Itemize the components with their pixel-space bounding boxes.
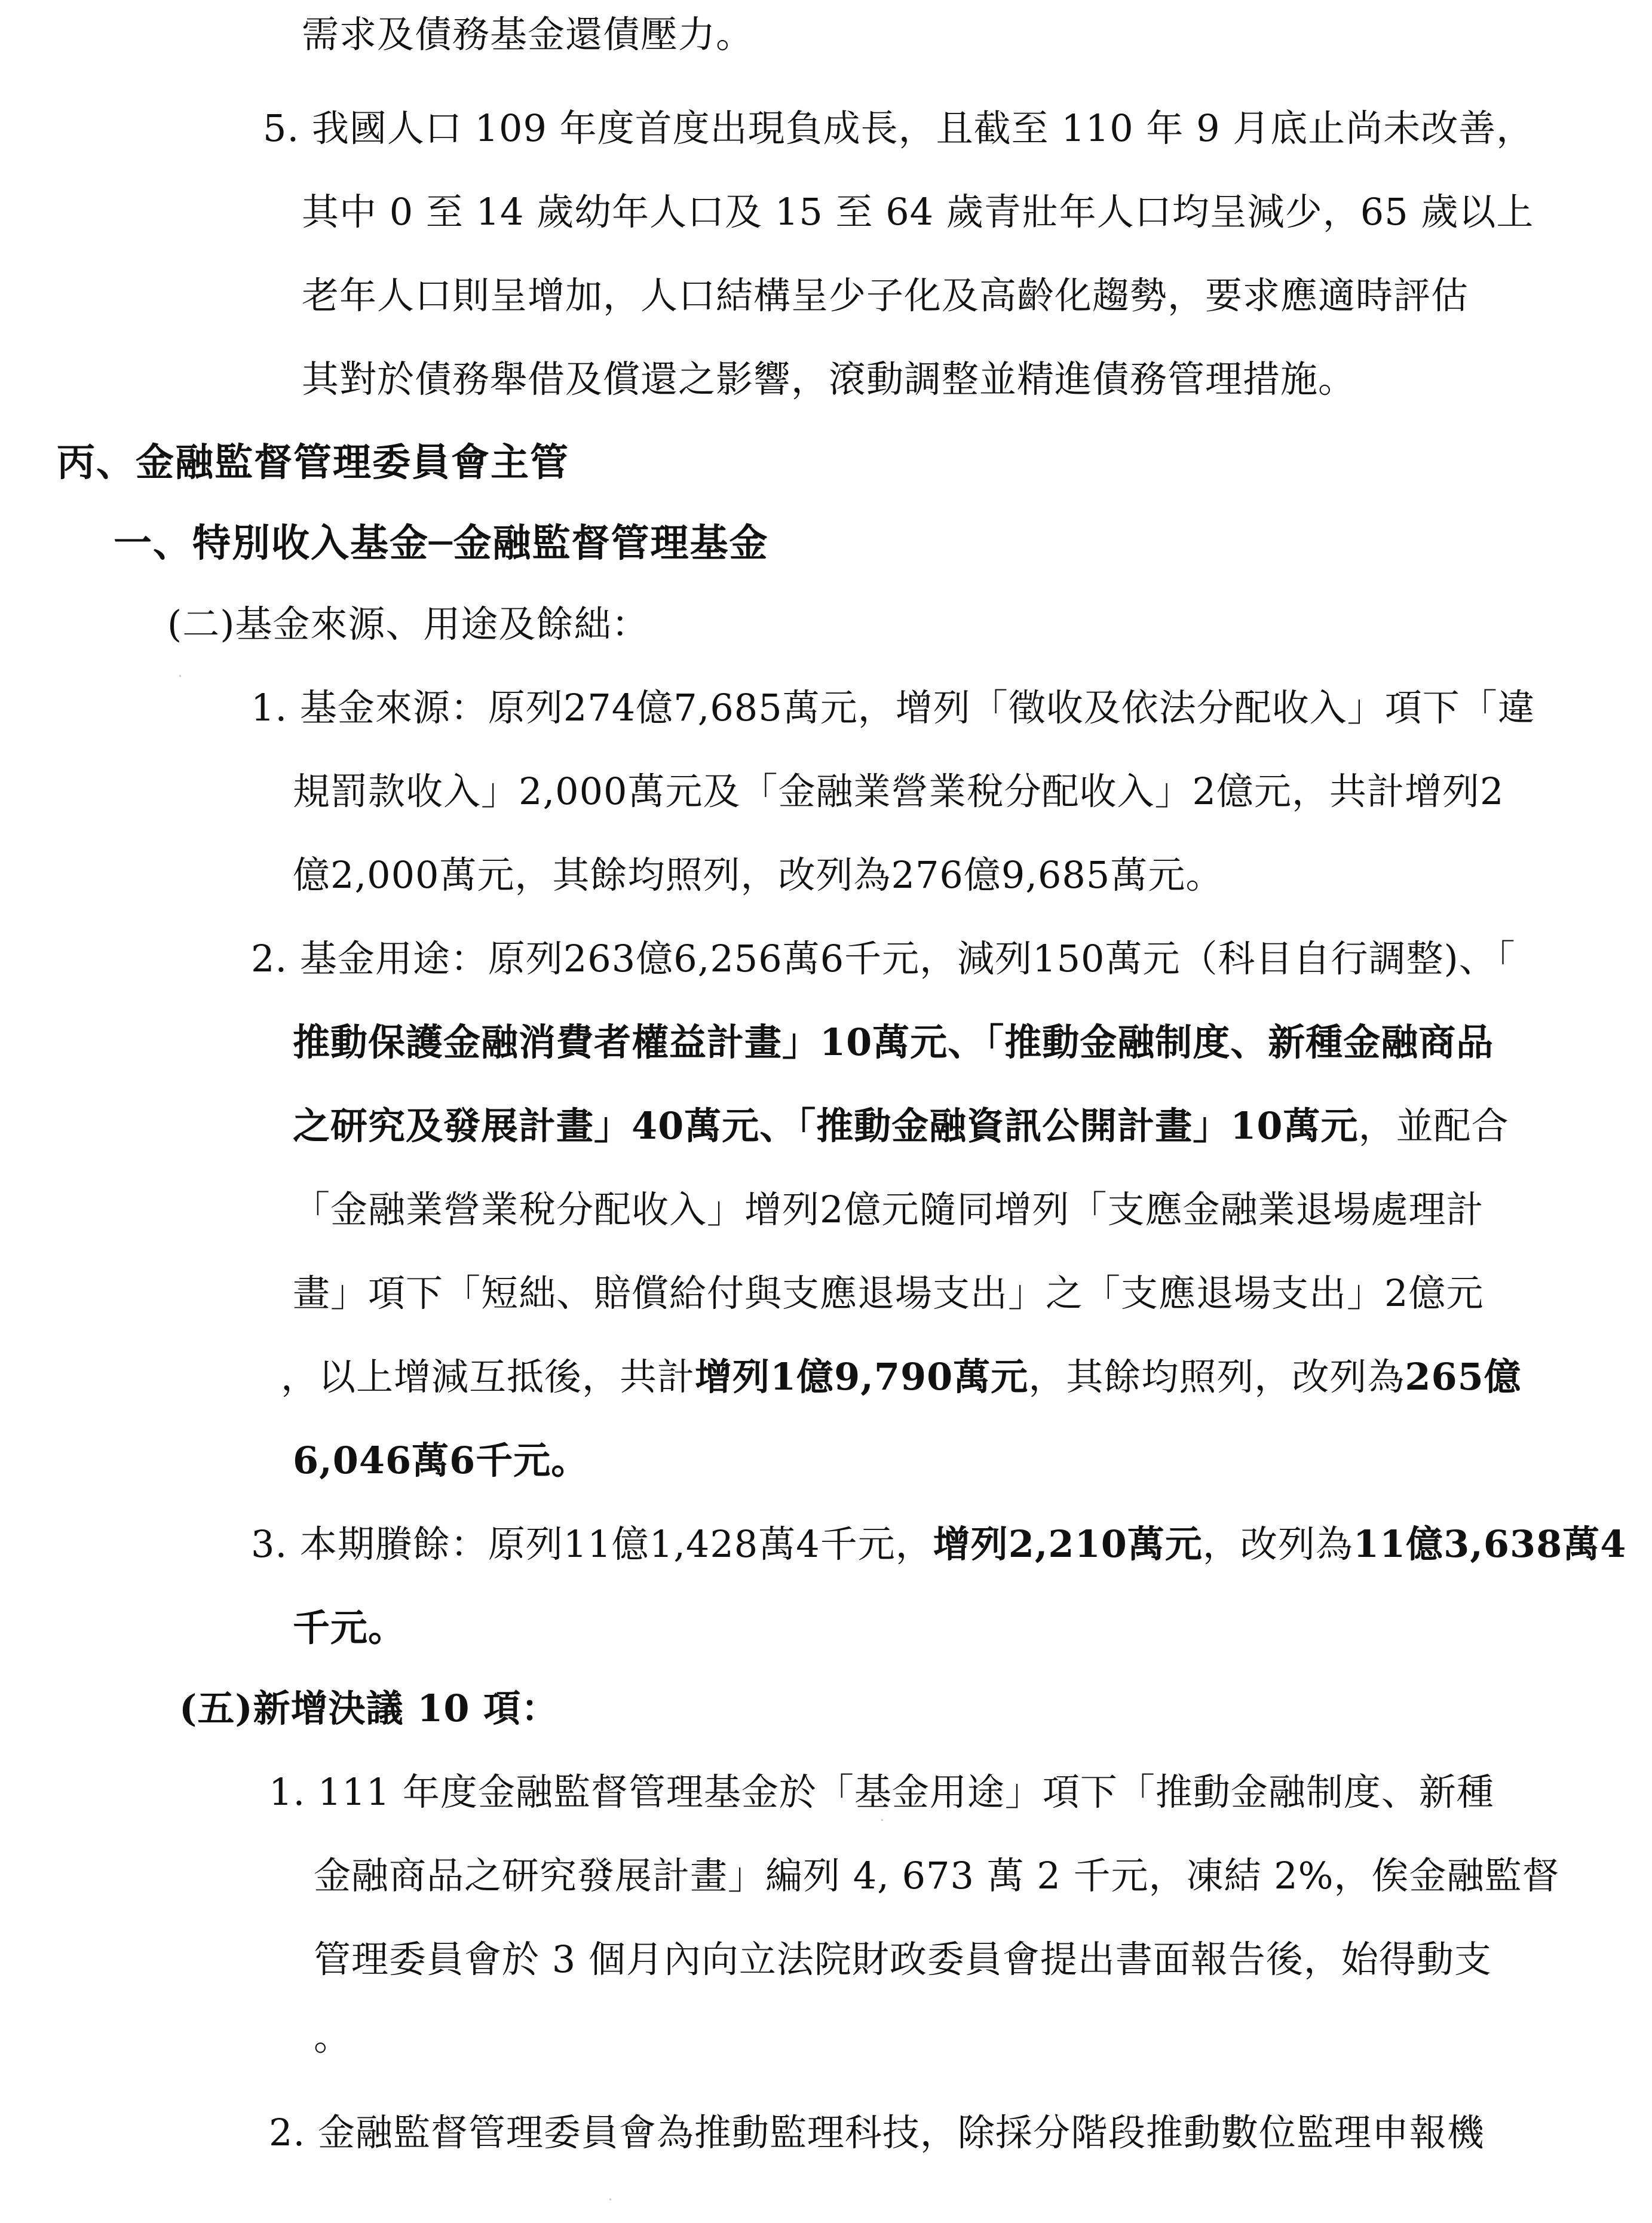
surplus-line-2: 千元。 <box>293 1606 406 1649</box>
resolution-1-line-4: 。 <box>314 2015 352 2059</box>
resolution-2-line-1: 2. 金融監督管理委員會為推動監理科技，除採分階段推動數位監理申報機 <box>269 2111 1485 2154</box>
fund-heading: 一、特別收入基金─金融監督管理基金 <box>114 521 769 566</box>
source-line-1: 1. 基金來源：原列274億7,685萬元，增列「徵收及依法分配收入」項下「違 <box>251 686 1535 729</box>
surplus-line-1-part-a: 3. 本期賸餘：原列11億1,428萬4千元， <box>251 1522 933 1566</box>
scan-speck <box>881 1819 883 1821</box>
item-5-line-3: 老年人口則呈增加，人口結構呈少子化及高齡化趨勢，要求應適時評估 <box>302 274 1469 317</box>
use-line-6-part-a: ，以上增減互抵後，共計 <box>281 1355 695 1399</box>
item-5-line-2: 其中 0 至 14 歲幼年人口及 15 至 64 歲青壯年人口均呈減少，65 歲以上 <box>302 190 1534 234</box>
item-5-line-1: 5. 我國人口 109 年度首度出現負成長，且截至 110 年 9 月底止尚未改善， <box>263 106 1534 150</box>
use-line-2: 推動保護金融消費者權益計畫」10萬元、「推動金融制度、新種金融商品 <box>293 1020 1494 1064</box>
surplus-line-1-part-c: ，改列為 <box>1202 1522 1353 1566</box>
section-heading-bing: 丙、金融監督管理委員會主管 <box>57 440 569 485</box>
subheading-new-resolutions: (五)新增決議 10 項： <box>179 1687 559 1730</box>
surplus-line-1 <box>251 1520 1626 1568</box>
use-line-1: 2. 基金用途：原列263億6,256萬6千元，減列150萬元（科目自行調整)、「 <box>251 937 1516 980</box>
item-5-line-4: 其對於債務舉借及償還之影響，滾動調整並精進債務管理措施。 <box>302 357 1356 401</box>
use-line-7: 6,046萬6千元。 <box>293 1439 589 1482</box>
source-line-3: 億2,000萬元，其餘均照列，改列為276億9,685萬元。 <box>293 853 1224 897</box>
surplus-increase: 增列2,210萬元 <box>933 1522 1203 1566</box>
surplus-total: 11億3,638萬4 <box>1353 1522 1627 1566</box>
use-line-6 <box>281 1353 1522 1401</box>
scan-speck <box>179 675 181 677</box>
resolution-1-line-3: 管理委員會於 3 個月內向立法院財政委員會提出書面報告後，始得動支 <box>314 1937 1492 1981</box>
scan-speck <box>609 2199 611 2200</box>
subheading-sources-uses: (二)基金來源、用途及餘絀： <box>167 602 649 646</box>
use-line-6-increase: 增列1億9,790萬元 <box>695 1355 1029 1399</box>
use-line-6-part-c: ，其餘均照列，改列為 <box>1028 1355 1405 1399</box>
resolution-1-line-2: 金融商品之研究發展計畫」編列 4, 673 萬 2 千元，凍結 2%，俟金融監督 <box>314 1854 1560 1897</box>
resolution-1-line-1: 1. 111 年度金融監督管理基金於「基金用途」項下「推動金融制度、新種 <box>269 1770 1494 1814</box>
use-line-5: 畫」項下「短絀、賠償給付與支應退場支出」之「支應退場支出」2億元 <box>293 1271 1484 1315</box>
source-line-2: 規罰款收入」2,000萬元及「金融業營業稅分配收入」2億元，共計增列2 <box>293 769 1504 813</box>
use-line-3-rest: ，並配合 <box>1358 1104 1509 1148</box>
use-line-4: 「金融業營業稅分配收入」增列2億元隨同增列「支應金融業退場處理計 <box>293 1188 1484 1231</box>
use-line-3 <box>293 1102 1509 1150</box>
continued-text: 需求及債務基金還債壓力。 <box>302 13 754 56</box>
use-line-3-bold: 之研究及發展計畫」40萬元、「推動金融資訊公開計畫」10萬元 <box>293 1104 1359 1148</box>
use-line-6-total: 265億 <box>1405 1355 1522 1399</box>
